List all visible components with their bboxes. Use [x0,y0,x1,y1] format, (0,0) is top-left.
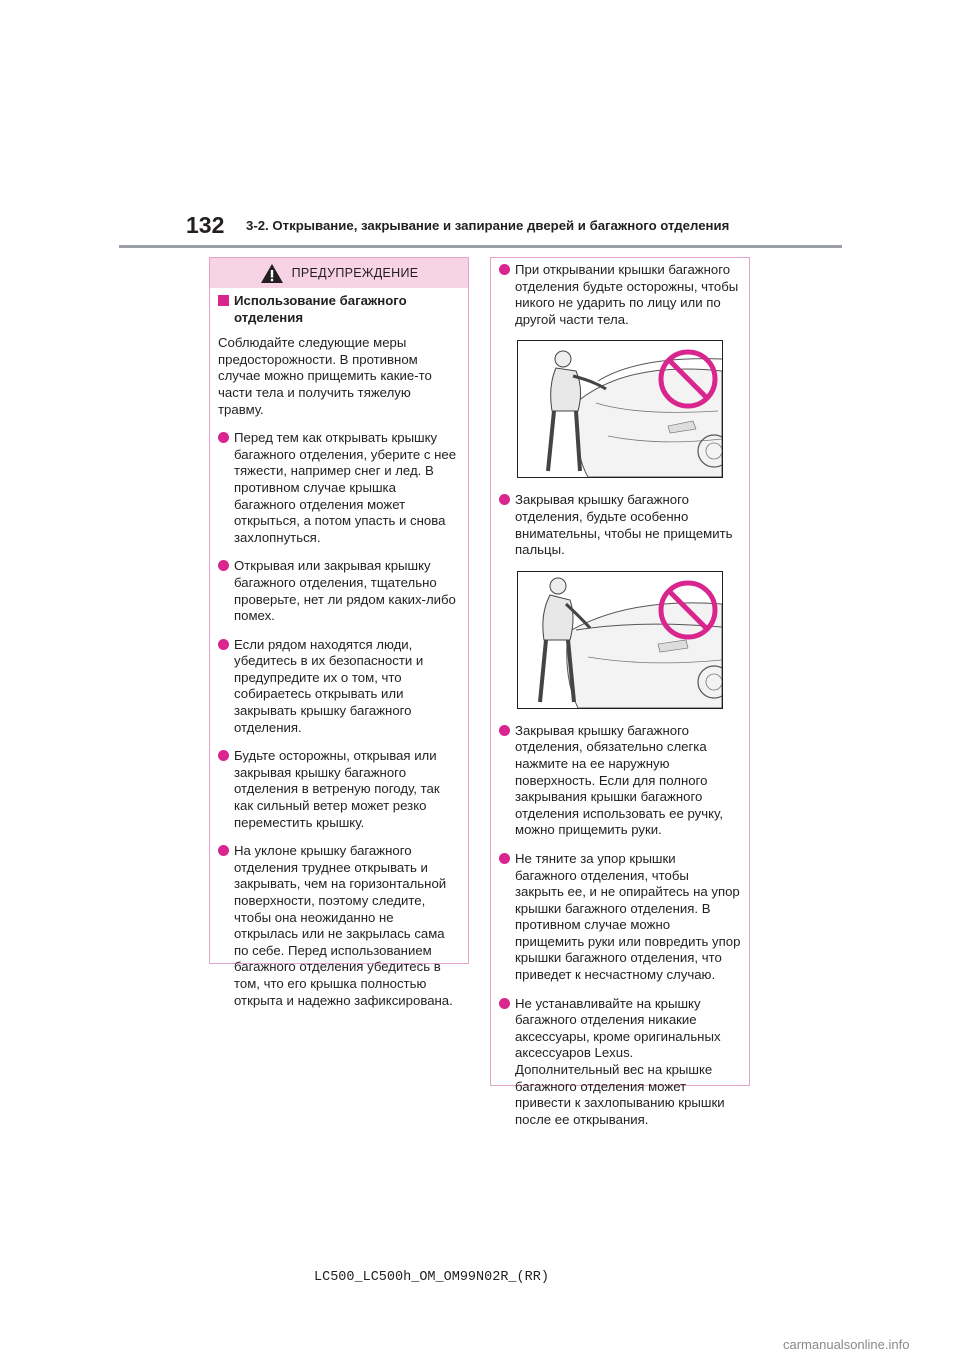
warning-header [210,258,468,288]
bullet-dot-icon [499,853,510,864]
warning-intro: Соблюдайте следующие меры предосторожности. В противном случае можно прищемить какие-то части тела и получить тяжелую травму. [218,335,432,417]
warning-subheading [218,293,460,326]
warning-box-left [209,257,469,1008]
list-item [218,558,460,624]
bullet-dot-icon [218,639,229,650]
list-item [218,843,460,1009]
list-item-text: Не тяните за упор крышки багажного отделения, чтобы закрыть ее, и не опирайтесь на упор крышки багажного отделения. В противном случае можно прищемить руки или повредить упор крышки багажного отделения, что приведет к несчастному случаю. [515,850,741,983]
list-item [499,723,741,839]
illustration-closing-trunk [517,571,723,709]
list-item-text: На уклоне крышку багажного отделения труднее открывать и закрывать, чем на горизонтальной поверхности, поэтому следите, чтобы она неожиданно не открылась или не закрылась сама по себе. Перед использованием багажного отделения убедитесь в том, что его крышка полностью открыта и надежно зафиксирована. [234,843,453,1008]
bullet-dot-icon [499,998,510,1009]
section-title: 3-2. Открывание, закрывание и запирание дверей и багажного отделения [246,218,730,233]
square-bullet-icon [218,295,229,306]
illustration-opening-trunk-drawing [518,341,722,477]
illustration-opening-trunk [517,340,723,478]
list-item [218,748,460,831]
list-item-text: Перед тем как открывать крышку багажного отделения, уберите с нее тяжести, например снег и лед. В противном случае крышка багажного отделения может открыться, а потом упасть и снова захлопнуться. [234,430,457,545]
list-item [499,851,741,984]
bullet-dot-icon [218,432,229,443]
list-item-text: При открывании крышки багажного отделения будьте осторожны, чтобы никого не ударить по лицу или по другой части тела. [515,262,739,327]
list-item [218,430,460,546]
list-item-text: Будьте осторожны, открывая или закрывая крышку багажного отделения в ветреную погоду, так как сильный ветер может резко переместить крышку. [234,748,440,830]
subheading-text: Использование багажного отделения [234,293,407,325]
list-item-text: Не устанавливайте на крышку багажного отделения никакие аксессуары, кроме оригинальных аксессуаров Lexus. Дополнительный вес на крышке багажного отделения может привести к захлопыванию крышки после ее открывания. [515,995,725,1127]
list-item [499,996,741,1129]
list-item-text: Закрывая крышку багажного отделения, обязательно слегка нажмите на ее наружную поверхность. Если для полного закрывания крышки багажного отделения использовать ее ручку, можно прищемить руки. [515,722,723,838]
warning-box-right [490,257,750,1127]
bullet-dot-icon [218,750,229,761]
list-item [499,492,741,558]
document-code: LC500_LC500h_OM_OM99N02R_(RR) [314,1270,549,1285]
list-item-text: Закрывая крышку багажного отделения, будьте особенно внимательны, чтобы не прищемить пальцы. [515,492,733,558]
list-item [499,262,741,328]
bullet-dot-icon [218,845,229,856]
bullet-dot-icon [499,494,510,505]
header-divider [119,245,842,248]
list-item-text: Если рядом находятся люди, убедитесь в их безопасности и предупредите их о том, что собираетесь открывать или закрывать крышку багажного отделения. [234,636,424,735]
bullet-dot-icon [218,560,229,571]
list-item-text: Открывая или закрывая крышку багажного отделения, тщательно проверьте, нет ли рядом каких-либо помех. [234,558,456,624]
warning-triangle-icon [260,263,284,284]
watermark[interactable]: carmanualsonline.info [783,1337,910,1352]
illustration-closing-trunk-drawing [518,572,722,708]
bullet-dot-icon [499,264,510,275]
bullet-dot-icon [499,725,510,736]
warning-title: ПРЕДУПРЕЖДЕНИЕ [291,265,419,280]
list-item [218,637,460,737]
page-number: 132 [186,212,225,238]
